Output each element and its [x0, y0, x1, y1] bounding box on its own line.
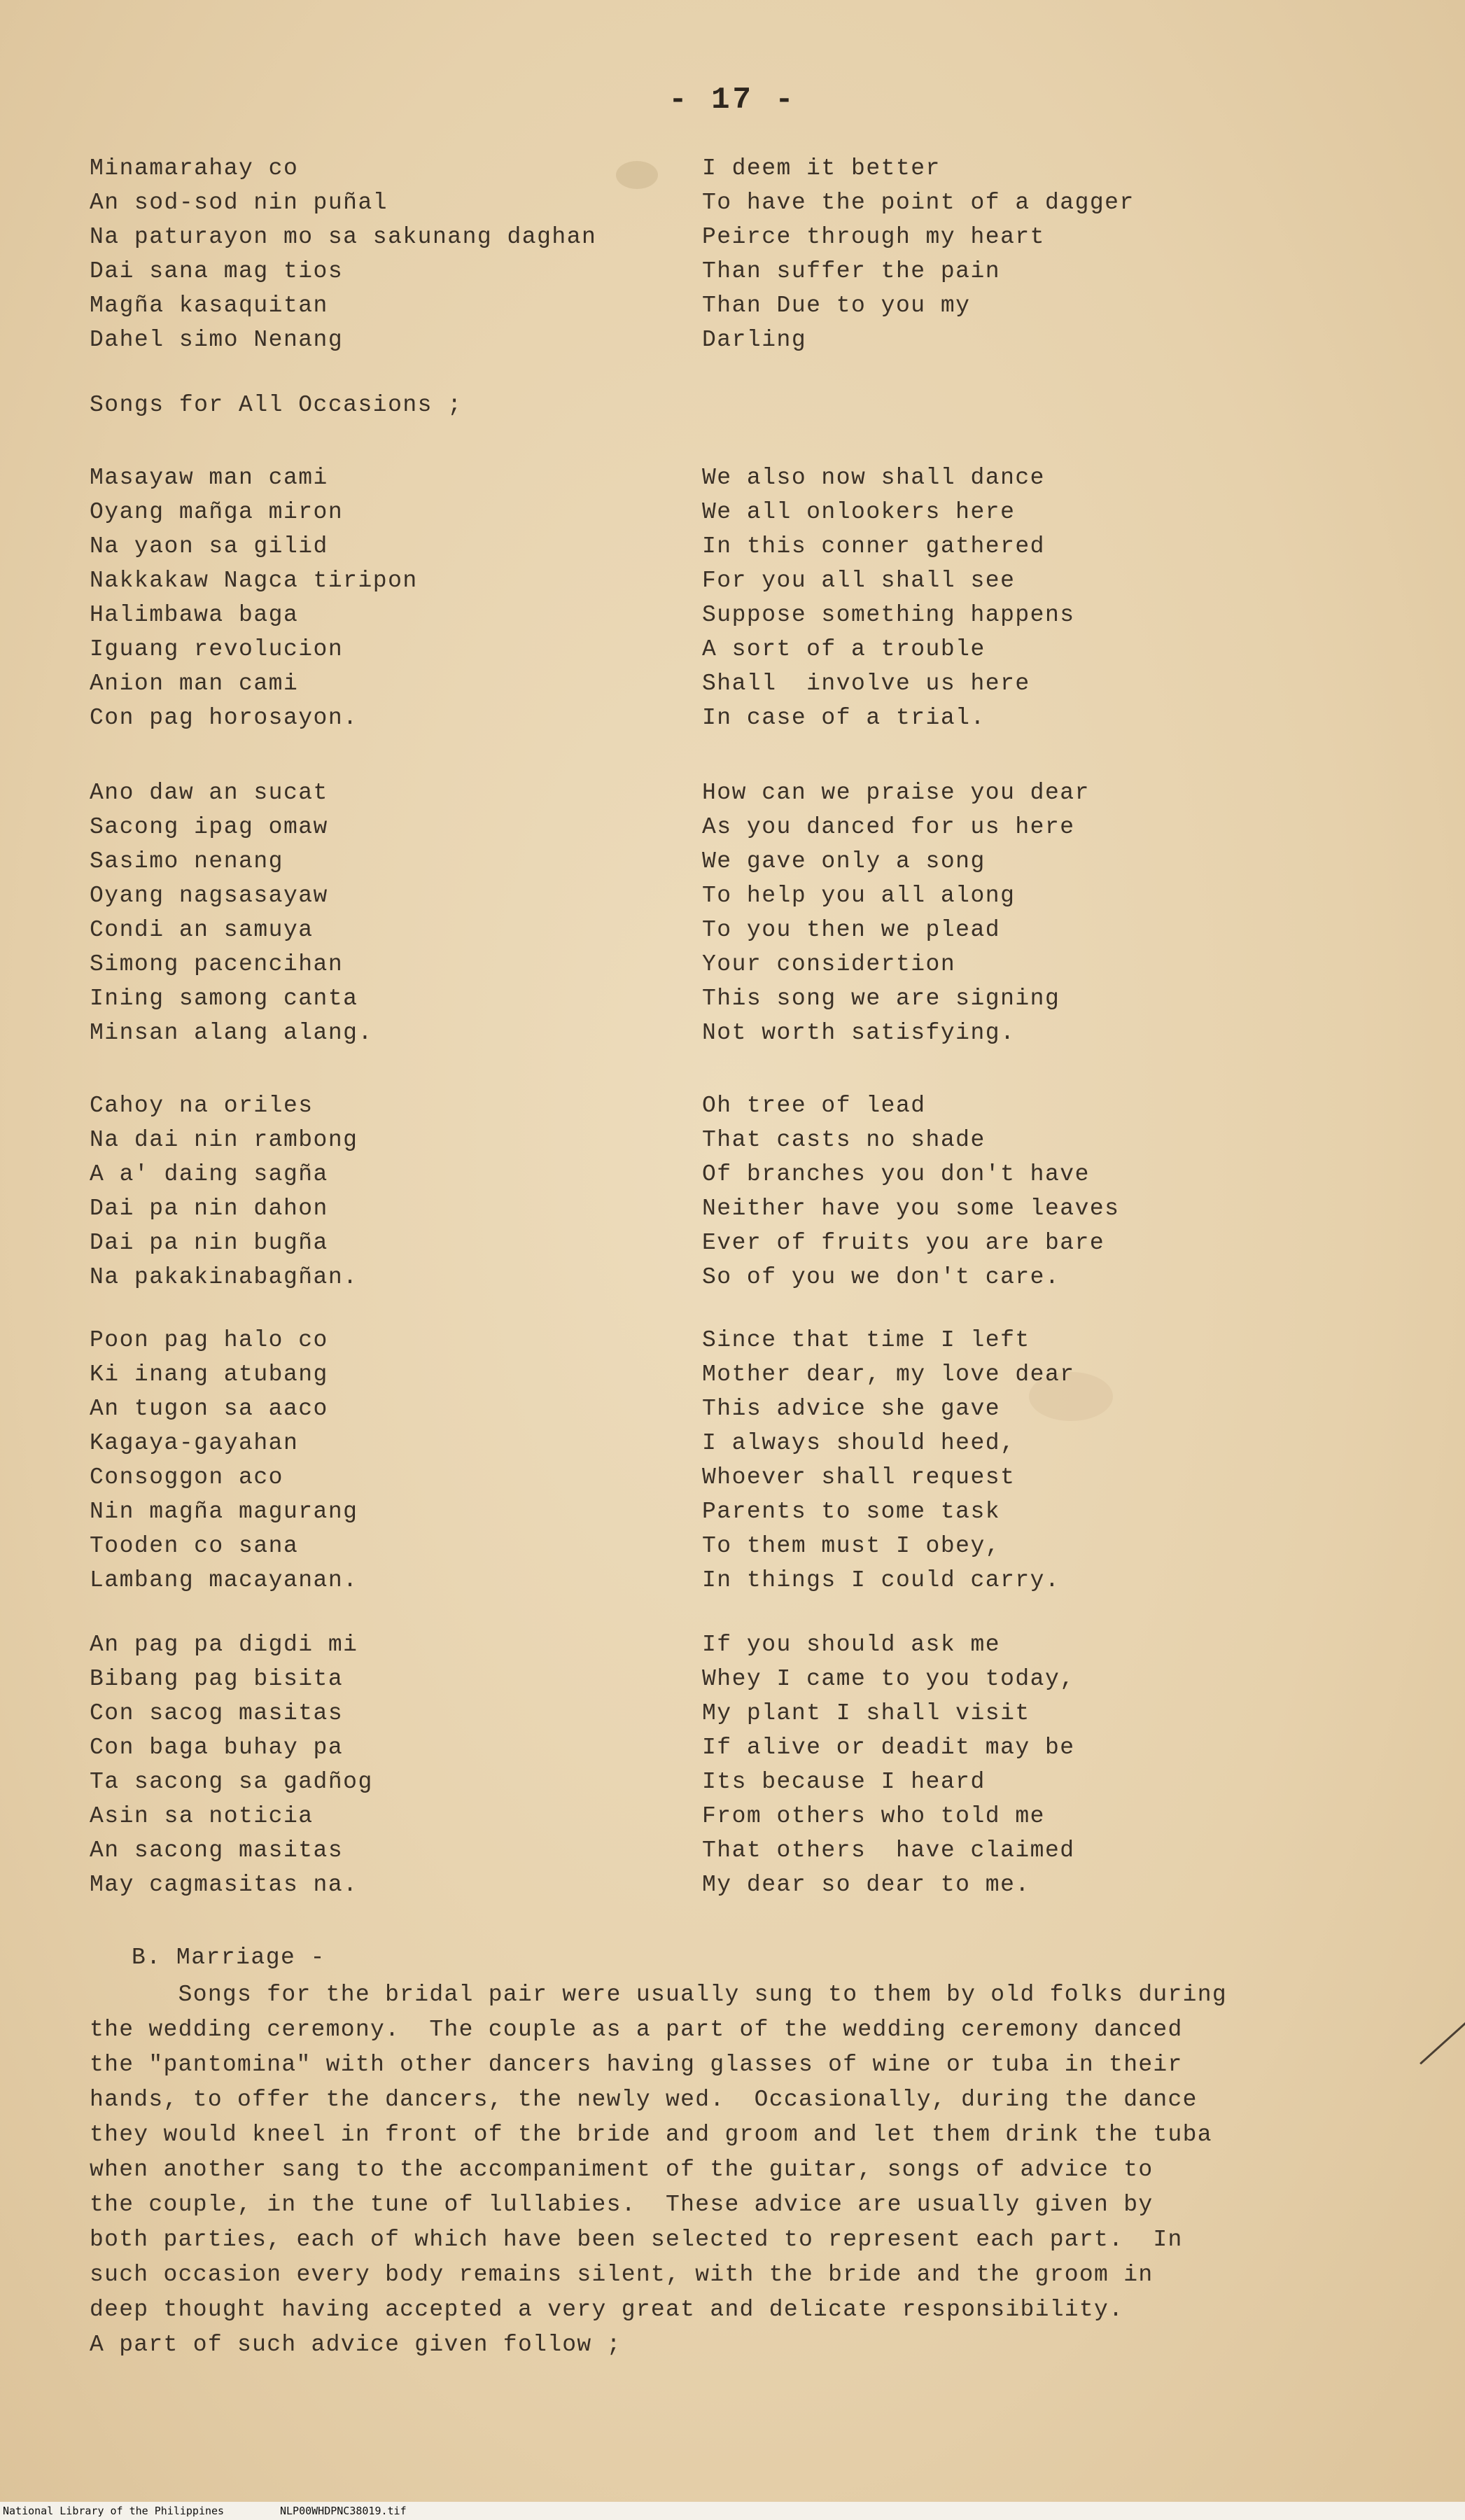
- stanza-4-english: [702, 1088, 1402, 1294]
- pencil-mark: [1420, 2012, 1465, 2065]
- verse-line: Darling: [702, 327, 807, 353]
- marriage-paragraph: [90, 1977, 1392, 2362]
- verse-line: Of branches you don't have: [702, 1161, 1090, 1187]
- footer-file-id: NLP00WHDPNC38019.tif: [280, 2505, 407, 2517]
- verse-line: This song we are signing: [702, 986, 1060, 1011]
- verse-line: Na dai nin rambong: [90, 1127, 358, 1153]
- verse-line: Lambang macayanan.: [90, 1567, 358, 1593]
- verse-line: Ki inang atubang: [90, 1362, 328, 1387]
- verse-line: An tugon sa aaco: [90, 1396, 328, 1422]
- verse-line: Condi an samuya: [90, 917, 314, 943]
- verse-line: Simong pacencihan: [90, 951, 344, 977]
- verse-line: To have the point of a dagger: [702, 190, 1135, 216]
- verse-line: Masayaw man cami: [90, 465, 328, 491]
- verse-line: Whoever shall request: [702, 1464, 1016, 1490]
- paragraph-line: A part of such advice given follow ;: [90, 2332, 622, 2358]
- verse-line: Halimbawa baga: [90, 602, 299, 628]
- verse-line: Cahoy na oriles: [90, 1093, 314, 1119]
- verse-line: Iguang revolucion: [90, 636, 344, 662]
- verse-line: Dai pa nin bugña: [90, 1230, 328, 1256]
- verse-line: To you then we plead: [702, 917, 1001, 943]
- stanza-5-english: [702, 1323, 1402, 1597]
- verse-line: Ta sacong sa gadñog: [90, 1769, 373, 1795]
- verse-line: We also now shall dance: [702, 465, 1045, 491]
- paragraph-line: when another sang to the accompaniment of the guitar, songs of advice to: [90, 2157, 1154, 2183]
- verse-line: So of you we don't care.: [702, 1264, 1060, 1290]
- paragraph-line: both parties, each of which have been selected to represent each part. In: [90, 2227, 1183, 2253]
- scan-footer: [0, 2502, 1465, 2520]
- page-number: - 17 -: [668, 83, 797, 118]
- verse-line: How can we praise you dear: [702, 780, 1090, 806]
- verse-line: Its because I heard: [702, 1769, 986, 1795]
- paragraph-line: such occasion every body remains silent, with the bride and the groom in: [90, 2262, 1154, 2288]
- verse-line: Ano daw an sucat: [90, 780, 328, 806]
- verse-line: Sasimo nenang: [90, 848, 283, 874]
- verse-line: Ever of fruits you are bare: [702, 1230, 1105, 1256]
- verse-line: Bibang pag bisita: [90, 1666, 344, 1692]
- verse-line: Not worth satisfying.: [702, 1020, 1016, 1046]
- verse-line: If alive or deadit may be: [702, 1735, 1075, 1760]
- verse-line: Peirce through my heart: [702, 224, 1045, 250]
- verse-line: Whey I came to you today,: [702, 1666, 1075, 1692]
- verse-line: Na paturayon mo sa sakunang daghan: [90, 224, 597, 250]
- stanza-3-english: [702, 776, 1402, 1050]
- verse-line: Oyang nagsasayaw: [90, 883, 328, 909]
- verse-line: A sort of a trouble: [702, 636, 986, 662]
- verse-line: Con pag horosayon.: [90, 705, 358, 731]
- paragraph-line: the couple, in the tune of lullabies. These advice are usually given by: [90, 2192, 1154, 2218]
- verse-line: Since that time I left: [702, 1327, 1030, 1353]
- verse-line: Oyang mañga miron: [90, 499, 344, 525]
- verse-line: If you should ask me: [702, 1632, 1001, 1658]
- verse-line: That others have claimed: [702, 1837, 1075, 1863]
- stanza-5-tagalog: [90, 1323, 692, 1597]
- section-heading: Songs for All Occasions ;: [90, 392, 463, 418]
- verse-line: Poon pag halo co: [90, 1327, 328, 1353]
- verse-line: In case of a trial.: [702, 705, 986, 731]
- verse-line: Your considertion: [702, 951, 956, 977]
- stanza-2-tagalog: [90, 461, 692, 735]
- marriage-heading: B. Marriage -: [132, 1945, 325, 1970]
- verse-line: Tooden co sana: [90, 1533, 299, 1559]
- stanza-6-tagalog: [90, 1628, 692, 1902]
- stanza-2-english: [702, 461, 1402, 735]
- verse-line: In this conner gathered: [702, 533, 1045, 559]
- verse-line: Neither have you some leaves: [702, 1196, 1120, 1222]
- verse-line: My plant I shall visit: [702, 1700, 1030, 1726]
- verse-line: Sacong ipag omaw: [90, 814, 328, 840]
- verse-line: Dai pa nin dahon: [90, 1196, 328, 1222]
- verse-line: Nakkakaw Nagca tiripon: [90, 568, 418, 594]
- verse-line: As you danced for us here: [702, 814, 1075, 840]
- verse-line: My dear so dear to me.: [702, 1872, 1030, 1898]
- verse-line: Kagaya-gayahan: [90, 1430, 299, 1456]
- verse-line: This advice she gave: [702, 1396, 1001, 1422]
- paragraph-line: Songs for the bridal pair were usually sung to them by old folks during: [90, 1982, 1227, 2008]
- stanza-3-tagalog: [90, 776, 692, 1050]
- stanza-1-tagalog: [90, 151, 692, 357]
- verse-line: Magña kasaquitan: [90, 293, 328, 318]
- verse-line: Mother dear, my love dear: [702, 1362, 1075, 1387]
- paragraph-line: deep thought having accepted a very great and delicate responsibility.: [90, 2297, 1124, 2323]
- verse-line: Ining samong canta: [90, 986, 358, 1011]
- verse-line: For you all shall see: [702, 568, 1016, 594]
- verse-line: Nin magña magurang: [90, 1499, 358, 1525]
- verse-line: A a' daing sagña: [90, 1161, 328, 1187]
- paragraph-line: they would kneel in front of the bride and groom and let them drink the tuba: [90, 2122, 1212, 2148]
- verse-line: Suppose something happens: [702, 602, 1075, 628]
- paragraph-line: the wedding ceremony. The couple as a part of the wedding ceremony danced: [90, 2017, 1183, 2043]
- verse-line: To help you all along: [702, 883, 1016, 909]
- verse-line: We all onlookers here: [702, 499, 1016, 525]
- stanza-4-tagalog: [90, 1088, 692, 1294]
- verse-line: Than suffer the pain: [702, 258, 1001, 284]
- verse-line: I always should heed,: [702, 1430, 1016, 1456]
- verse-line: Anion man cami: [90, 671, 299, 696]
- verse-line: From others who told me: [702, 1803, 1045, 1829]
- verse-line: An sod-sod nin puñal: [90, 190, 388, 216]
- verse-line: Consoggon aco: [90, 1464, 283, 1490]
- verse-line: Na yaon sa gilid: [90, 533, 328, 559]
- stanza-1-english: [702, 151, 1402, 357]
- verse-line: Con sacog masitas: [90, 1700, 344, 1726]
- stanza-6-english: [702, 1628, 1402, 1902]
- verse-line: We gave only a song: [702, 848, 986, 874]
- verse-line: Dai sana mag tios: [90, 258, 344, 284]
- verse-line: Con baga buhay pa: [90, 1735, 344, 1760]
- verse-line: An sacong masitas: [90, 1837, 344, 1863]
- verse-line: Asin sa noticia: [90, 1803, 314, 1829]
- verse-line: That casts no shade: [702, 1127, 986, 1153]
- verse-line: To them must I obey,: [702, 1533, 1001, 1559]
- verse-line: Minsan alang alang.: [90, 1020, 373, 1046]
- verse-line: Parents to some task: [702, 1499, 1001, 1525]
- verse-line: An pag pa digdi mi: [90, 1632, 358, 1658]
- verse-line: In things I could carry.: [702, 1567, 1060, 1593]
- verse-line: I deem it better: [702, 155, 941, 181]
- verse-line: Dahel simo Nenang: [90, 327, 344, 353]
- paragraph-line: the "pantomina" with other dancers having glasses of wine or tuba in their: [90, 2052, 1183, 2078]
- verse-line: Oh tree of lead: [702, 1093, 926, 1119]
- footer-library: National Library of the Philippines: [3, 2505, 225, 2517]
- verse-line: Minamarahay co: [90, 155, 299, 181]
- verse-line: Shall involve us here: [702, 671, 1030, 696]
- paragraph-line: hands, to offer the dancers, the newly wed. Occasionally, during the dance: [90, 2087, 1198, 2113]
- verse-line: Than Due to you my: [702, 293, 971, 318]
- verse-line: Na pakakinabagñan.: [90, 1264, 358, 1290]
- verse-line: May cagmasitas na.: [90, 1872, 358, 1898]
